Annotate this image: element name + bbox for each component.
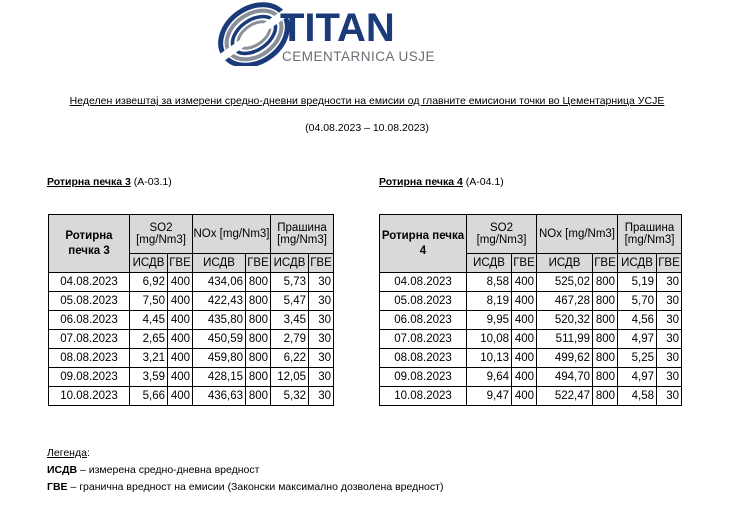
dust-gve-cell: 30 [657,387,682,406]
date-cell: 06.08.2023 [49,311,130,330]
dust-isdv-cell: 2,79 [271,330,309,349]
dust-isdv-cell: 5,70 [618,292,657,311]
nox-isdv-header: ИСДВ [193,254,246,273]
so2-isdv-cell: 6,92 [130,273,168,292]
so2-gve-cell: 400 [168,349,193,368]
so2-gve-header: ГВЕ [512,254,537,273]
so2-gve-cell: 400 [168,311,193,330]
so2-isdv-cell: 3,21 [130,349,168,368]
dust-isdv-cell: 12,05 [271,368,309,387]
kiln-3-code: (A-03.1) [130,176,172,188]
legend-isdv [47,464,259,476]
nox-isdv-cell: 520,32 [537,311,593,330]
dust-isdv-cell: 6,22 [271,349,309,368]
so2-isdv-cell: 10,13 [467,349,512,368]
nox-isdv-cell: 436,63 [193,387,246,406]
so2-isdv-cell: 8,19 [467,292,512,311]
so2-isdv-cell: 7,50 [130,292,168,311]
nox-isdv-cell: 511,99 [537,330,593,349]
kiln-column-header: Ротирна печка 4 [380,215,467,273]
nox-isdv-cell: 435,80 [193,311,246,330]
kiln-3-label [47,176,172,188]
table-row [380,349,682,368]
table-row [380,368,682,387]
legend-isdv-term: ИСДВ [47,464,78,476]
nox-isdv-cell: 428,15 [193,368,246,387]
dust-gve-cell: 30 [309,330,334,349]
legend-colon: : [86,447,90,459]
so2-isdv-cell: 9,95 [467,311,512,330]
date-cell: 08.08.2023 [49,349,130,368]
date-cell: 09.08.2023 [380,368,467,387]
kiln-4-code: (A-04.1) [462,176,504,188]
dust-isdv-cell: 5,25 [618,349,657,368]
date-cell: 04.08.2023 [49,273,130,292]
nox-gve-header: ГВЕ [246,254,271,273]
nox-isdv-header: ИСДВ [537,254,593,273]
nox-gve-header: ГВЕ [593,254,618,273]
nox-isdv-cell: 450,59 [193,330,246,349]
so2-isdv-cell: 8,58 [467,273,512,292]
kiln-4-name: Ротирна печка 4 [379,176,463,188]
date-cell: 05.08.2023 [49,292,130,311]
so2-isdv-cell: 5,66 [130,387,168,406]
dust-gve-cell: 30 [309,311,334,330]
nox-gve-cell: 800 [593,349,618,368]
table-row [49,292,334,311]
report-period: (04.08.2023 – 10.08.2023) [305,122,429,134]
table-row [49,330,334,349]
so2-gve-cell: 400 [512,387,537,406]
kiln-3-emissions-table [48,214,334,406]
table-row [49,311,334,330]
dust-isdv-header: ИСДВ [271,254,309,273]
nox-gve-cell: 800 [593,387,618,406]
so2-isdv-header: ИСДВ [467,254,512,273]
nox-gve-cell: 800 [246,368,271,387]
so2-gve-cell: 400 [512,368,537,387]
logo-subtitle: CEMENTARNICA USJE [282,49,436,64]
kiln-4-emissions-table [379,214,682,406]
dust-isdv-cell: 3,45 [271,311,309,330]
table-row [49,273,334,292]
so2-gve-cell: 400 [168,292,193,311]
nox-isdv-cell: 434,06 [193,273,246,292]
dust-gve-header: ГВЕ [309,254,334,273]
nox-gve-cell: 800 [593,368,618,387]
so2-gve-cell: 400 [512,349,537,368]
kiln-3-name: Ротирна печка 3 [47,176,131,188]
date-cell: 08.08.2023 [380,349,467,368]
table-row [380,292,682,311]
nox-header: NOx [mg/Nm3] [193,215,271,254]
table-row [380,273,682,292]
dust-isdv-cell: 4,56 [618,311,657,330]
dust-header: Прашина [mg/Nm3] [618,215,682,254]
dust-gve-cell: 30 [657,292,682,311]
so2-isdv-cell: 9,47 [467,387,512,406]
dust-gve-cell: 30 [309,292,334,311]
legend-gve-def: – гранична вредност на емисии (Законски максимално дозволена вредност) [67,481,444,493]
nox-gve-cell: 800 [246,292,271,311]
kiln-4-label [379,176,504,188]
date-cell: 10.08.2023 [49,387,130,406]
dust-gve-cell: 30 [657,368,682,387]
nox-isdv-cell: 499,62 [537,349,593,368]
dust-gve-cell: 30 [657,330,682,349]
report-title: Неделен извештај за измерени средно-дневни вредности на емисии од главните емисиони точки во Цементарница УСЈЕ [69,95,665,107]
nox-isdv-cell: 459,80 [193,349,246,368]
dust-isdv-cell: 4,58 [618,387,657,406]
so2-isdv-cell: 10,08 [467,330,512,349]
so2-gve-cell: 400 [168,387,193,406]
nox-isdv-cell: 422,43 [193,292,246,311]
legend-title [47,447,90,459]
dust-isdv-cell: 4,97 [618,368,657,387]
table-row [380,330,682,349]
dust-isdv-cell: 4,97 [618,330,657,349]
date-cell: 10.08.2023 [380,387,467,406]
so2-header: SO2 [mg/Nm3] [130,215,193,254]
logo-title: TITAN [280,6,395,50]
so2-gve-cell: 400 [168,368,193,387]
so2-isdv-header: ИСДВ [130,254,168,273]
nox-gve-cell: 800 [246,330,271,349]
date-cell: 06.08.2023 [380,311,467,330]
so2-gve-cell: 400 [168,273,193,292]
so2-isdv-cell: 9,64 [467,368,512,387]
nox-gve-cell: 800 [593,330,618,349]
nox-isdv-cell: 525,02 [537,273,593,292]
so2-header: SO2 [mg/Nm3] [467,215,537,254]
table-row [380,311,682,330]
nox-gve-cell: 800 [246,349,271,368]
dust-gve-cell: 30 [309,368,334,387]
dust-isdv-cell: 5,19 [618,273,657,292]
dust-gve-cell: 30 [309,349,334,368]
so2-isdv-cell: 2,65 [130,330,168,349]
table-row [49,368,334,387]
kiln-column-header: Ротирна печка 3 [49,215,130,273]
date-cell: 05.08.2023 [380,292,467,311]
date-cell: 07.08.2023 [380,330,467,349]
so2-gve-cell: 400 [512,311,537,330]
dust-gve-cell: 30 [657,311,682,330]
nox-gve-cell: 800 [246,311,271,330]
dust-gve-cell: 30 [309,387,334,406]
dust-gve-cell: 30 [657,349,682,368]
legend-gve [47,481,443,493]
legend-gve-term: ГВЕ [47,481,68,493]
nox-isdv-cell: 467,28 [537,292,593,311]
so2-isdv-cell: 4,45 [130,311,168,330]
dust-isdv-cell: 5,47 [271,292,309,311]
nox-gve-cell: 800 [593,273,618,292]
table-row [49,349,334,368]
dust-isdv-cell: 5,32 [271,387,309,406]
dust-gve-cell: 30 [657,273,682,292]
so2-gve-cell: 400 [512,273,537,292]
date-cell: 09.08.2023 [49,368,130,387]
nox-gve-cell: 800 [246,273,271,292]
dust-isdv-cell: 5,73 [271,273,309,292]
legend-isdv-def: – измерена средно-дневна вредност [77,464,260,476]
so2-gve-cell: 400 [168,330,193,349]
date-cell: 04.08.2023 [380,273,467,292]
date-cell: 07.08.2023 [49,330,130,349]
dust-gve-header: ГВЕ [657,254,682,273]
nox-header: NOx [mg/Nm3] [537,215,618,254]
nox-isdv-cell: 494,70 [537,368,593,387]
table-row [380,387,682,406]
nox-isdv-cell: 522,47 [537,387,593,406]
dust-header: Прашина [mg/Nm3] [271,215,334,254]
table-row [49,387,334,406]
so2-isdv-cell: 3,59 [130,368,168,387]
so2-gve-cell: 400 [512,330,537,349]
so2-gve-header: ГВЕ [168,254,193,273]
dust-gve-cell: 30 [309,273,334,292]
legend-heading: Легенда [47,447,87,459]
nox-gve-cell: 800 [593,311,618,330]
nox-gve-cell: 800 [246,387,271,406]
so2-gve-cell: 400 [512,292,537,311]
dust-isdv-header: ИСДВ [618,254,657,273]
nox-gve-cell: 800 [593,292,618,311]
